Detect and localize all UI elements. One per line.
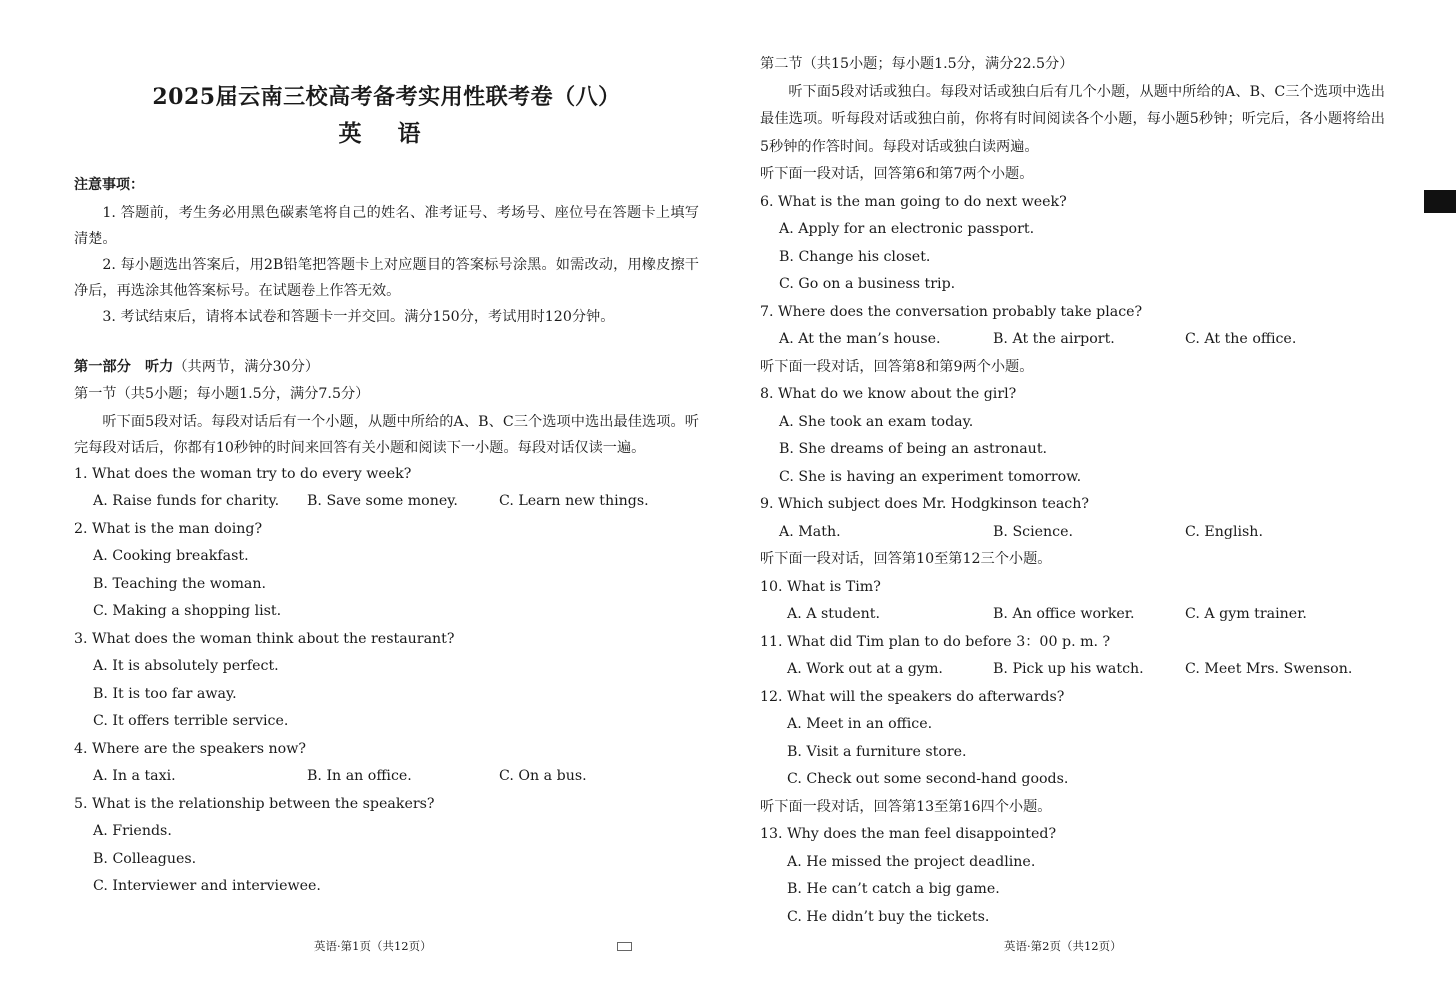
option-c: C. English. <box>1185 523 1263 540</box>
option-c: C. Interviewer and interviewee. <box>93 878 321 894</box>
option-b: B. It is too far away. <box>93 685 237 702</box>
option-b: B. Save some money. <box>307 493 458 509</box>
option-b: B. Science. <box>993 523 1074 540</box>
part-one-heading: 第一部分 听力（共两节，满分30分） <box>74 358 320 375</box>
option-b: B. Change his closet. <box>779 248 931 265</box>
option-a: A. He missed the project deadline. <box>787 853 1036 870</box>
option-a: A. She took an exam today. <box>779 413 974 430</box>
notice-heading: 注意事项： <box>74 177 144 193</box>
listening-direction: 听下面一段对话，回答第10至第12三个小题。 <box>760 551 1052 567</box>
option-b: B. An office worker. <box>993 606 1135 622</box>
option-c: C. Making a shopping list. <box>93 603 282 619</box>
question-stem: 13. Why does the man feel disappointed? <box>760 826 1057 842</box>
option-c: C. He didn’t buy the tickets. <box>787 908 990 925</box>
left-page <box>74 0 699 1002</box>
question-stem: 10. What is Tim? <box>760 578 881 595</box>
option-a: A. A student. <box>787 606 880 622</box>
option-b: B. In an office. <box>307 768 412 784</box>
question-stem: 4. Where are the speakers now? <box>74 740 306 757</box>
left-content <box>74 172 699 901</box>
option-a: A. Friends. <box>93 823 172 839</box>
option-c: C. Check out some second-hand goods. <box>787 771 1069 787</box>
right-content <box>760 51 1385 931</box>
option-a: A. It is absolutely perfect. <box>93 658 279 674</box>
option-a: A. Work out at a gym. <box>787 661 943 677</box>
option-a: A. Meet in an office. <box>787 716 933 732</box>
option-a: A. Raise funds for charity. <box>93 493 280 509</box>
option-b: B. She dreams of being an astronaut. <box>779 441 1048 457</box>
option-row <box>760 656 1385 684</box>
notice-item: 3. 考试结束后，请将本试卷和答题卡一并交回。满分150分，考试用时120分钟。 <box>102 308 615 325</box>
question-stem: 6. What is the man going to do next week? <box>760 193 1067 210</box>
question-stem: 1. What does the woman try to do every week? <box>74 465 412 482</box>
question-stem: 5. What is the relationship between the speakers? <box>74 795 435 812</box>
question-stem: 12. What will the speakers do afterwards? <box>760 688 1065 705</box>
option-b: B. Colleagues. <box>93 850 197 867</box>
option-c: C. A gym trainer. <box>1185 606 1307 622</box>
section-two-instructions: 听下面5段对话或独白。每段对话或独白后有几个小题，从题中所给的A、B、C三个选项中选出最佳选项。听每段对话或独白前，你将有时间阅读各个小题，每小题5秒钟；听完后，各小题将给出5秒钟的作答时间。每段对话或独白读两遍。 <box>760 83 1385 155</box>
option-a: A. Apply for an electronic passport. <box>779 221 1035 237</box>
part-one-score: （共两节，满分30分） <box>173 358 320 375</box>
option-b: B. Teaching the woman. <box>93 575 266 592</box>
section-two-heading: 第二节（共15小题；每小题1.5分，满分22.5分） <box>760 56 1074 72</box>
subject-title: 英 语 <box>338 120 435 147</box>
option-b: B. At the airport. <box>993 331 1115 347</box>
option-c: C. She is having an experiment tomorrow. <box>779 468 1082 485</box>
option-c: C. At the office. <box>1185 331 1297 347</box>
fold-mark <box>617 942 632 951</box>
option-c: C. It offers terrible service. <box>93 713 289 729</box>
option-a: A. In a taxi. <box>93 768 176 784</box>
question-stem: 8. What do we know about the girl? <box>760 386 1017 402</box>
option-c: C. On a bus. <box>499 768 587 784</box>
right-page <box>760 0 1385 1002</box>
option-row <box>760 601 1385 629</box>
page-footer: 英语·第1页（共12页） <box>314 939 432 953</box>
question-stem: 11. What did Tim plan to do before 3：00 p. m. ? <box>760 633 1111 650</box>
section-one-heading: 第一节（共5小题；每小题1.5分，满分7.5分） <box>74 386 370 402</box>
listening-direction: 听下面一段对话，回答第13至第16四个小题。 <box>760 798 1052 815</box>
option-row <box>760 326 1385 354</box>
option-a: A. Math. <box>779 523 841 540</box>
option-row <box>74 488 699 516</box>
notice-item: 2. 每小题选出答案后，用2B铅笔把答题卡上对应题目的答案标号涂黑。如需改动，用橡皮擦干净后，再选涂其他答案标号。在试题卷上作答无效。 <box>74 256 699 299</box>
listening-direction: 听下面一段对话，回答第8和第9两个小题。 <box>760 358 1034 375</box>
option-c: C. Learn new things. <box>499 493 649 509</box>
option-row <box>74 763 699 791</box>
option-b: B. He can’t catch a big game. <box>787 881 1000 897</box>
registration-mark <box>1424 190 1456 213</box>
listening-direction: 听下面一段对话，回答第6和第7两个小题。 <box>760 166 1034 182</box>
option-row <box>760 519 1385 547</box>
page-footer: 英语·第2页（共12页） <box>1004 939 1122 953</box>
question-stem: 7. Where does the conversation probably take place? <box>760 303 1143 320</box>
option-b: B. Visit a furniture store. <box>787 743 967 760</box>
notice-item: 1. 答题前，考生务必用黑色碳素笔将自己的姓名、准考证号、考场号、座位号在答题卡上填写清楚。 <box>74 204 699 247</box>
question-stem: 3. What does the woman think about the restaurant? <box>74 630 455 647</box>
option-c: C. Go on a business trip. <box>779 276 956 292</box>
question-stem: 2. What is the man doing? <box>74 520 263 537</box>
option-a: A. Cooking breakfast. <box>93 548 249 564</box>
option-b: B. Pick up his watch. <box>993 661 1144 677</box>
option-a: A. At the man’s house. <box>779 331 941 347</box>
option-c: C. Meet Mrs. Swenson. <box>1185 661 1353 677</box>
question-stem: 9. Which subject does Mr. Hodgkinson teach? <box>760 496 1089 512</box>
exam-title: 2025届云南三校高考备考实用性联考卷（八） <box>152 84 621 110</box>
section-one-instructions: 听下面5段对话。每段对话后有一个小题，从题中所给的A、B、C三个选项中选出最佳选项。听完每段对话后，你都有10秒钟的时间来回答有关小题和阅读下一小题。每段对话仅读一遍。 <box>74 413 699 456</box>
